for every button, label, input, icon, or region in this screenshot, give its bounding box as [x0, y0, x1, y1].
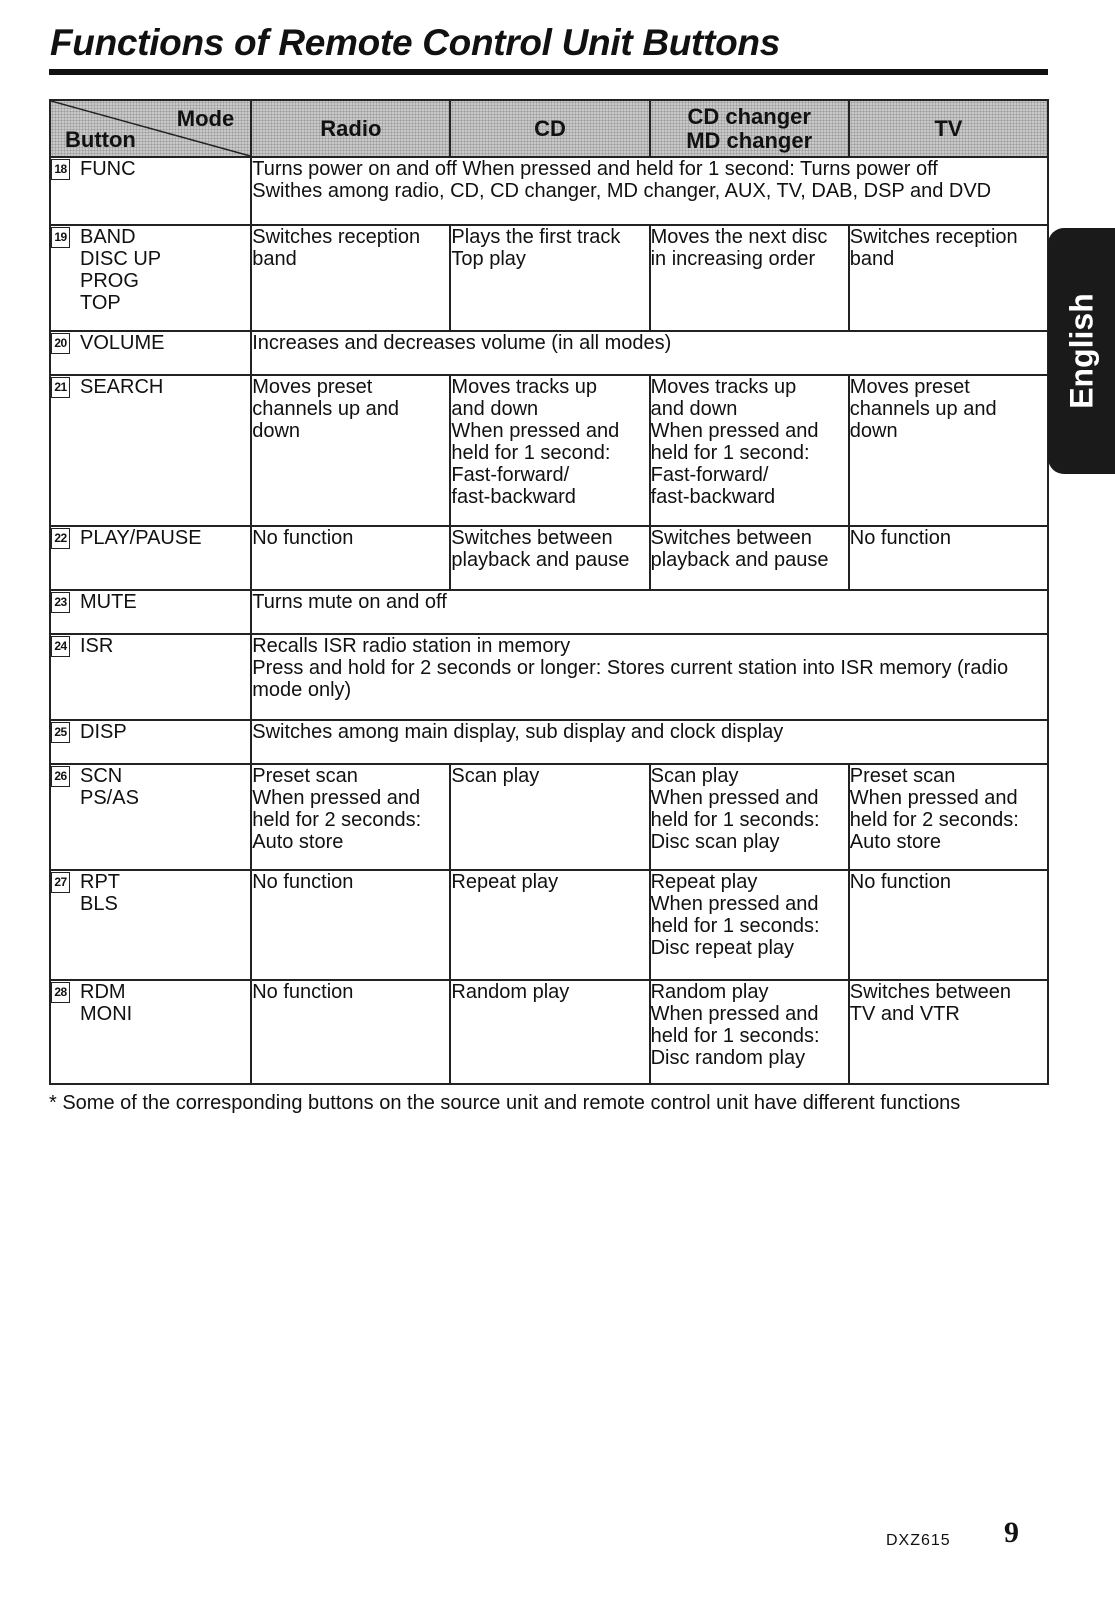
- button-name: BLS: [80, 893, 118, 915]
- function-text: Increases and decreases volume (in all modes): [252, 332, 672, 354]
- function-text: Scan play: [451, 765, 540, 787]
- button-id: [51, 332, 250, 354]
- button-number-badge: 18: [51, 159, 70, 180]
- button-names: [80, 635, 113, 657]
- button-number-badge: 23: [51, 592, 70, 613]
- function-text: Turns mute on and off: [252, 591, 447, 613]
- button-names: [80, 721, 127, 743]
- button-cell: [50, 764, 251, 870]
- function-text: Switches among main display, sub display and clock display: [252, 721, 784, 743]
- button-functions-table: [49, 99, 1049, 1085]
- button-names: [80, 591, 137, 613]
- button-names: [80, 981, 132, 1025]
- function-text: When pressed and: [650, 420, 819, 442]
- function-text: Moves tracks up: [451, 376, 598, 398]
- function-all-modes-cell: [251, 590, 1048, 634]
- table-header-row: [50, 100, 1048, 157]
- button-names: [80, 527, 202, 549]
- button-id: [51, 591, 250, 613]
- function-text: held for 1 seconds:: [650, 809, 820, 831]
- button-cell: [50, 634, 251, 720]
- button-id: [51, 871, 250, 915]
- function-text: band: [849, 248, 895, 270]
- function-tv-cell: [849, 526, 1048, 590]
- button-number-badge: 20: [51, 333, 70, 354]
- button-cell: [50, 870, 251, 980]
- function-text: held for 1 seconds:: [650, 1025, 820, 1047]
- title-underline: [49, 69, 1048, 75]
- function-changer-cell: [650, 980, 849, 1084]
- button-cell: [50, 375, 251, 526]
- language-tab-label: English: [1063, 293, 1099, 409]
- header-radio: Radio: [251, 100, 450, 157]
- function-text: When pressed and: [252, 787, 421, 809]
- function-text: No function: [252, 981, 354, 1003]
- button-cell: [50, 720, 251, 764]
- function-text: fast-backward: [451, 486, 576, 508]
- button-number-badge: 21: [51, 377, 70, 398]
- function-cd-cell: [450, 980, 649, 1084]
- button-names: [80, 765, 139, 809]
- button-cell: [50, 526, 251, 590]
- function-radio-cell: [251, 375, 450, 526]
- button-id: [51, 226, 250, 314]
- function-text: When pressed and: [650, 893, 819, 915]
- function-text: Repeat play: [451, 871, 559, 893]
- function-radio-cell: [251, 870, 450, 980]
- button-id: [51, 158, 250, 180]
- function-all-modes-cell: [251, 331, 1048, 375]
- footnote: * Some of the corresponding buttons on the source unit and remote control unit have different functions: [49, 1092, 961, 1114]
- button-cell: [50, 980, 251, 1084]
- function-text: Disc repeat play: [650, 937, 795, 959]
- function-text: Preset scan: [252, 765, 358, 787]
- button-name: VOLUME: [80, 332, 165, 354]
- button-id: [51, 635, 250, 657]
- table-row: [50, 870, 1048, 980]
- function-text: Moves preset: [849, 376, 970, 398]
- function-text: Swithes among radio, CD, CD changer, MD changer, AUX, TV, DAB, DSP and DVD: [252, 180, 992, 202]
- table-row: [50, 764, 1048, 870]
- function-text: When pressed and: [451, 420, 620, 442]
- function-text: Moves the next disc: [650, 226, 828, 248]
- header-changer: [650, 100, 849, 157]
- function-text: held for 1 second:: [451, 442, 611, 464]
- button-number-badge: 22: [51, 528, 70, 549]
- function-tv-cell: [849, 375, 1048, 526]
- function-text: Plays the first track: [451, 226, 621, 248]
- function-tv-cell: [849, 225, 1048, 331]
- function-text: and down: [650, 398, 738, 420]
- function-changer-cell: [650, 764, 849, 870]
- function-all-modes-cell: [251, 157, 1048, 225]
- table-row: [50, 590, 1048, 634]
- function-text: Disc random play: [650, 1047, 806, 1069]
- table-row: [50, 526, 1048, 590]
- language-tab: [1048, 228, 1115, 474]
- function-text: When pressed and: [650, 787, 819, 809]
- button-name: PS/AS: [80, 787, 139, 809]
- function-radio-cell: [251, 980, 450, 1084]
- button-name: PLAY/PAUSE: [80, 527, 202, 549]
- button-number-badge: 25: [51, 722, 70, 743]
- button-name: RDM: [80, 981, 126, 1003]
- button-name: ISR: [80, 635, 114, 657]
- function-text: Repeat play: [650, 871, 758, 893]
- function-text: fast-backward: [650, 486, 776, 508]
- button-name: DISP: [80, 721, 127, 743]
- button-names: [80, 871, 120, 915]
- button-name: FUNC: [80, 158, 136, 180]
- function-text: Recalls ISR radio station in memory: [252, 635, 571, 657]
- function-text: Random play: [650, 981, 769, 1003]
- header-md-changer: MD changer: [686, 127, 813, 153]
- table-row: [50, 157, 1048, 225]
- function-text: No function: [849, 871, 951, 893]
- function-text: Turns power on and off When pressed and held for 1 second: Turns power off: [252, 158, 938, 180]
- function-text: mode only): [252, 679, 352, 701]
- button-name: RPT: [80, 871, 120, 893]
- function-text: No function: [849, 527, 951, 549]
- mode-button-corner-header: [50, 100, 251, 157]
- function-text: Switches reception: [849, 226, 1018, 248]
- button-name: DISC UP: [80, 248, 162, 270]
- function-cd-cell: [450, 526, 649, 590]
- button-name: TOP: [80, 292, 121, 314]
- button-name: MONI: [80, 1003, 133, 1025]
- mode-label: Mode: [176, 106, 235, 131]
- function-tv-cell: [849, 980, 1048, 1084]
- button-name: SEARCH: [80, 376, 164, 398]
- function-text: held for 2 seconds:: [252, 809, 422, 831]
- button-names: [80, 226, 161, 314]
- button-number-badge: 28: [51, 982, 70, 1003]
- function-text: When pressed and: [650, 1003, 819, 1025]
- table-row: [50, 331, 1048, 375]
- function-cd-cell: [450, 375, 649, 526]
- function-text: held for 1 seconds:: [650, 915, 820, 937]
- table-row: [50, 720, 1048, 764]
- function-text: down: [252, 420, 301, 442]
- function-cd-cell: [450, 870, 649, 980]
- button-id: [51, 721, 250, 743]
- function-text: Press and hold for 2 seconds or longer: Stores current station into ISR memory (radio: [252, 657, 1009, 679]
- function-text: down: [849, 420, 898, 442]
- button-cell: [50, 590, 251, 634]
- table-row: [50, 225, 1048, 331]
- button-name: PROG: [80, 270, 139, 292]
- button-id: [51, 765, 250, 809]
- function-text: Auto store: [252, 831, 344, 853]
- function-text: channels up and: [252, 398, 400, 420]
- button-name: MUTE: [80, 591, 137, 613]
- function-text: Top play: [451, 248, 526, 270]
- header-cd-changer: CD changer: [687, 103, 811, 129]
- function-text: channels up and: [849, 398, 997, 420]
- function-text: Fast-forward/: [451, 464, 570, 486]
- function-text: Moves tracks up: [650, 376, 797, 398]
- model-number: DXZ615: [886, 1532, 951, 1549]
- function-radio-cell: [251, 764, 450, 870]
- function-text: band: [252, 248, 297, 270]
- header-tv: TV: [849, 100, 1048, 157]
- function-text: Auto store: [849, 831, 941, 853]
- button-number-badge: 26: [51, 766, 70, 787]
- button-names: [80, 332, 164, 354]
- button-id: [51, 981, 250, 1025]
- function-text: When pressed and: [849, 787, 1018, 809]
- function-text: Switches reception: [252, 226, 421, 248]
- function-radio-cell: [251, 526, 450, 590]
- button-id: [51, 527, 250, 549]
- function-text: playback and pause: [451, 549, 630, 571]
- function-text: Disc scan play: [650, 831, 780, 853]
- function-changer-cell: [650, 225, 849, 331]
- button-label: Button: [65, 127, 136, 152]
- button-name: SCN: [80, 765, 123, 787]
- function-text: TV and VTR: [849, 1003, 960, 1025]
- button-names: [80, 158, 136, 180]
- page-title: Functions of Remote Control Unit Buttons: [50, 22, 780, 63]
- button-cell: [50, 225, 251, 331]
- table-row: [50, 980, 1048, 1084]
- button-name: BAND: [80, 226, 136, 248]
- button-id: [51, 376, 250, 398]
- function-text: and down: [451, 398, 539, 420]
- function-text: Switches between: [451, 527, 613, 549]
- button-number-badge: 19: [51, 227, 70, 248]
- function-all-modes-cell: [251, 634, 1048, 720]
- function-text: playback and pause: [650, 549, 829, 571]
- function-tv-cell: [849, 764, 1048, 870]
- function-text: No function: [252, 527, 354, 549]
- function-text: No function: [252, 871, 354, 893]
- function-changer-cell: [650, 526, 849, 590]
- button-names: [80, 376, 163, 398]
- function-changer-cell: [650, 375, 849, 526]
- function-tv-cell: [849, 870, 1048, 980]
- table-row: [50, 634, 1048, 720]
- button-number-badge: 24: [51, 636, 70, 657]
- function-text: Preset scan: [849, 765, 956, 787]
- function-text: Fast-forward/: [650, 464, 769, 486]
- function-text: held for 2 seconds:: [849, 809, 1019, 831]
- function-all-modes-cell: [251, 720, 1048, 764]
- function-cd-cell: [450, 764, 649, 870]
- button-cell: [50, 157, 251, 225]
- function-cd-cell: [450, 225, 649, 331]
- table-row: [50, 375, 1048, 526]
- page-number: 9: [1004, 1516, 1019, 1549]
- function-text: Switches between: [650, 527, 812, 549]
- button-number-badge: 27: [51, 872, 70, 893]
- function-changer-cell: [650, 870, 849, 980]
- function-radio-cell: [251, 225, 450, 331]
- button-cell: [50, 331, 251, 375]
- header-cd: CD: [450, 100, 649, 157]
- function-text: Scan play: [650, 765, 739, 787]
- function-text: in increasing order: [650, 248, 816, 270]
- function-text: Moves preset: [252, 376, 373, 398]
- function-text: held for 1 second:: [650, 442, 810, 464]
- function-text: Random play: [451, 981, 570, 1003]
- function-text: Switches between: [849, 981, 1011, 1003]
